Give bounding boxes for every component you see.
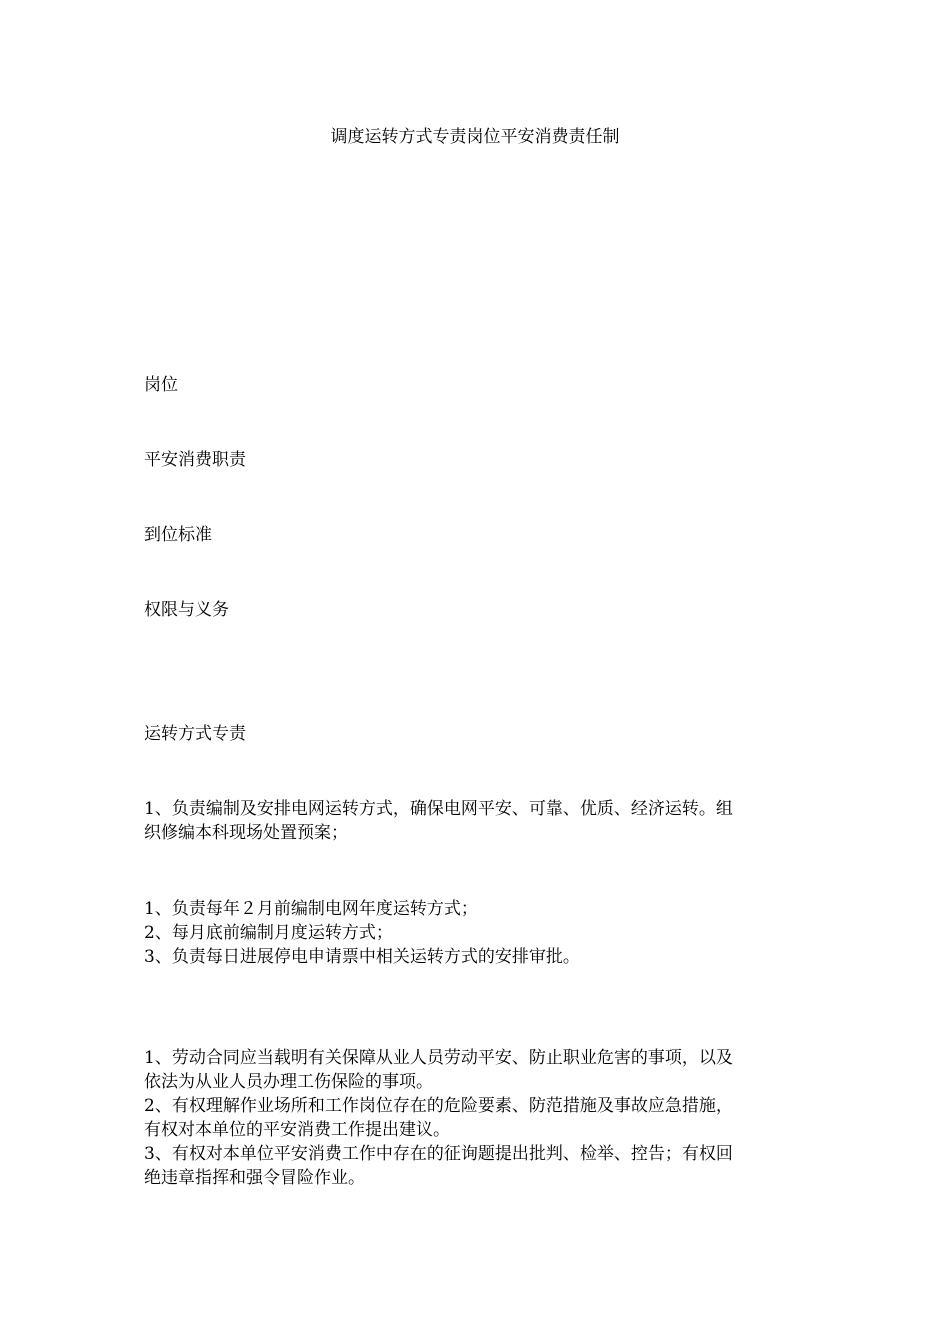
standard-item: 2、每月底前编制月度运转方式； xyxy=(144,923,393,943)
rights-line: 1、劳动合同应当载明有关保障从业人员劳动平安、防止职业危害的事项，以及 xyxy=(144,1048,733,1068)
post-name xyxy=(144,722,814,746)
header-duty xyxy=(144,448,814,472)
post-name-text: 运转方式专责 xyxy=(144,724,246,744)
standard-list xyxy=(144,897,814,969)
header-standard xyxy=(144,523,814,547)
header-rights xyxy=(144,598,814,622)
header-standard-label: 到位标准 xyxy=(144,525,212,545)
rights-line: 依法为从业人员办理工伤保险的事项。 xyxy=(144,1072,433,1092)
rights-line: 2、有权理解作业场所和工作岗位存在的危险要素、防范措施及事故应急措施， xyxy=(144,1096,733,1116)
rights-line: 3、有权对本单位平安消费工作中存在的征询题提出批判、检举、控告；有权回 xyxy=(144,1144,733,1164)
header-duty-label: 平安消费职责 xyxy=(144,450,246,470)
duty-line: 织修编本科现场处置预案； xyxy=(144,823,348,843)
header-post-label: 岗位 xyxy=(144,375,178,395)
standard-item: 3、负责每日进展停电申请票中相关运转方式的安排审批。 xyxy=(144,947,580,967)
header-post xyxy=(144,373,814,397)
duty-line: 1、负责编制及安排电网运转方式，确保电网平安、可靠、优质、经济运转。组 xyxy=(144,799,733,819)
document-title: 调度运转方式专责岗位平安消费责任制 xyxy=(330,127,620,147)
standard-item: 1、负责每年２月前编制电网年度运转方式； xyxy=(144,899,478,919)
duty-paragraph xyxy=(144,797,814,845)
rights-list xyxy=(144,1046,814,1190)
rights-line: 有权对本单位的平安消费工作提出建议。 xyxy=(144,1120,450,1140)
header-rights-label: 权限与义务 xyxy=(144,600,229,620)
rights-line: 绝违章指挥和强令冒险作业。 xyxy=(144,1168,365,1188)
